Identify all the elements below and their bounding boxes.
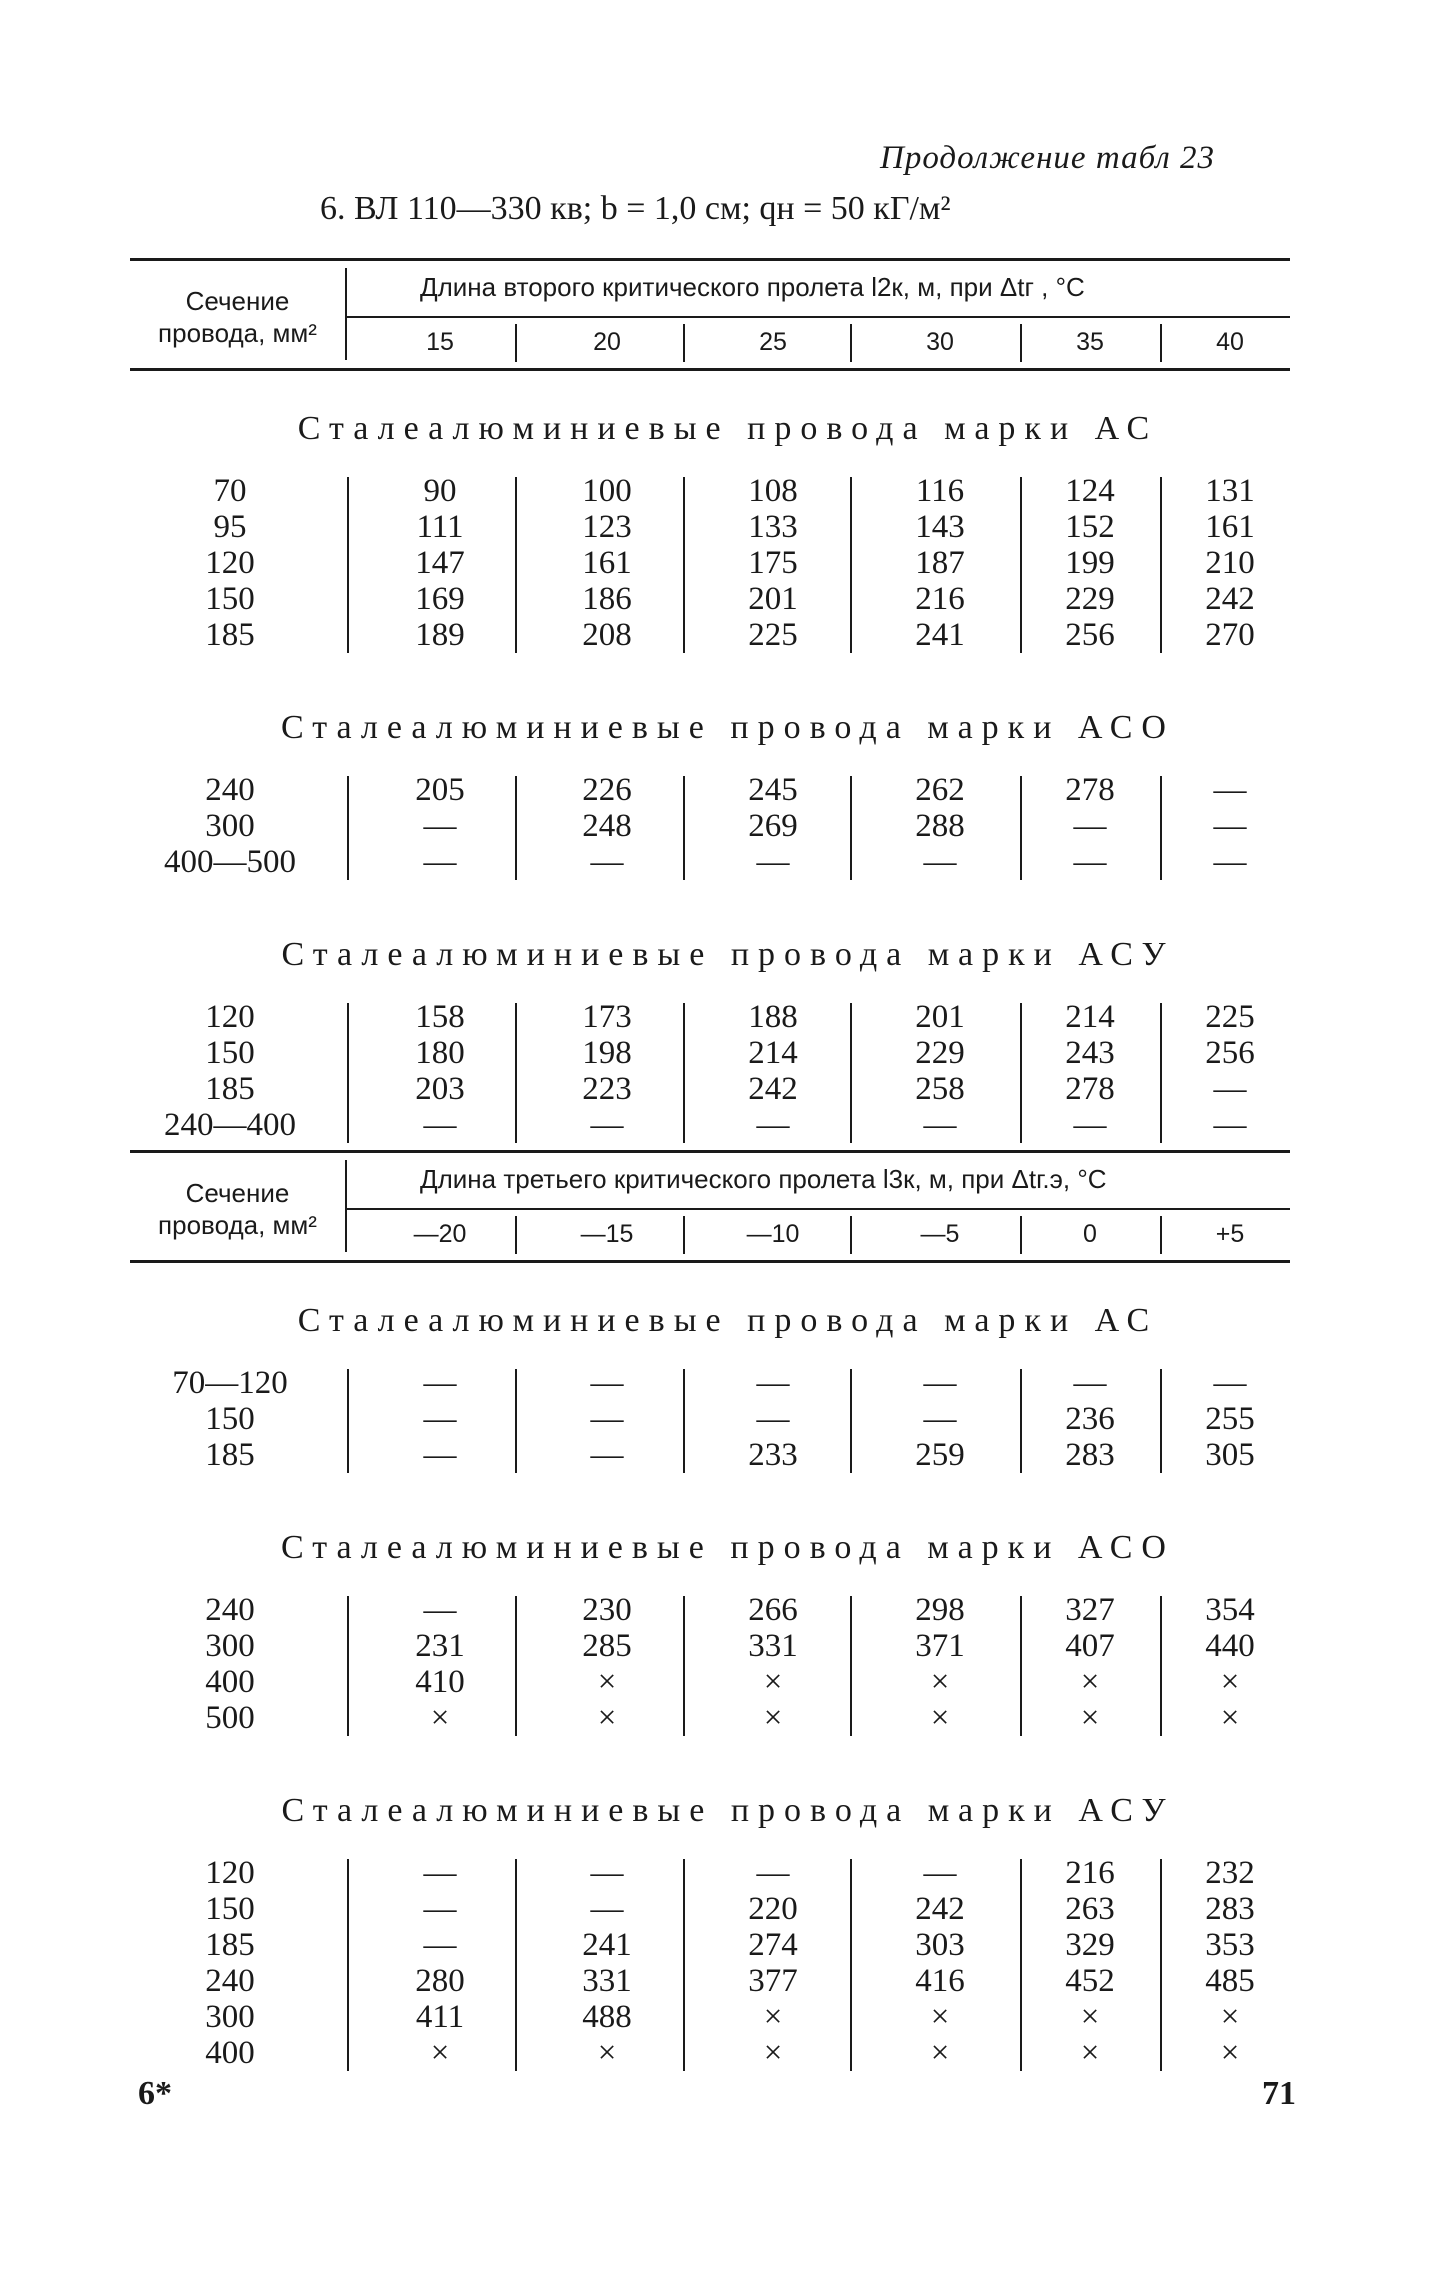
row-value: — [423,1365,457,1401]
row-section: 95 [213,509,247,545]
row-value: 269 [748,808,798,844]
column-divider [850,1369,852,1473]
column-header-divider [1020,1216,1022,1254]
row-value: 180 [415,1035,465,1071]
column-divider [683,1369,685,1473]
row-value: 108 [748,473,798,509]
row-value: × [1080,2035,1100,2071]
row-value: 303 [915,1927,965,1963]
row-value: — [423,1107,457,1143]
group-title: Сталеалюминиевые провода марки АСУ [281,1792,1175,1829]
section-label-top: Сечение [185,1178,290,1208]
row-value: 245 [748,772,798,808]
row-value: 416 [915,1963,965,1999]
row-value: 152 [1065,509,1115,545]
row-value: 241 [582,1927,632,1963]
row-value: 248 [582,808,632,844]
column-divider [1020,1003,1022,1143]
column-header-divider [515,324,517,362]
header-top-rule [130,1150,1290,1153]
column-header: 35 [1076,328,1104,356]
row-value: 199 [1065,545,1115,581]
row-value: 270 [1205,617,1255,653]
column-divider [1020,1859,1022,2071]
row-value: 203 [415,1071,465,1107]
row-value: × [1080,1999,1100,2035]
row-value: 90 [423,473,457,509]
row-section: 400 [205,1664,255,1700]
column-header: 30 [926,328,954,356]
row-value: 188 [748,999,798,1035]
column-divider [347,1003,349,1143]
column-header: 40 [1216,328,1244,356]
row-value: 229 [915,1035,965,1071]
header-divider [345,1160,347,1252]
row-value: 298 [915,1592,965,1628]
column-header-divider [1160,324,1162,362]
column-header: —20 [413,1220,467,1248]
group-title: Сталеалюминиевые провода марки АСО [281,709,1175,746]
row-value: — [423,844,457,880]
column-divider [347,1596,349,1736]
column-divider [1160,1369,1162,1473]
header-bottom-rule [130,368,1290,371]
row-value: × [430,2035,450,2071]
row-value: × [430,1700,450,1736]
row-value: 187 [915,545,965,581]
row-value: — [423,1401,457,1437]
row-value: 485 [1205,1963,1255,1999]
column-divider [850,1859,852,2071]
row-value: 243 [1065,1035,1115,1071]
column-divider [347,477,349,653]
row-value: 285 [582,1628,632,1664]
row-value: × [763,1700,783,1736]
column-divider [850,1003,852,1143]
row-value: 305 [1205,1437,1255,1473]
column-divider [683,477,685,653]
row-value: 210 [1205,545,1255,581]
row-value: 147 [415,545,465,581]
row-value: 220 [748,1891,798,1927]
header-top-rule [130,258,1290,261]
column-header-divider [683,1216,685,1254]
row-value: — [923,1365,957,1401]
row-section: 240 [205,772,255,808]
row-value: 278 [1065,772,1115,808]
signature-mark: 6* [138,2075,172,2112]
row-value: 124 [1065,473,1115,509]
row-value: — [423,1891,457,1927]
row-value: 161 [1205,509,1255,545]
row-value: 236 [1065,1401,1115,1437]
row-value: — [923,844,957,880]
group-title: Сталеалюминиевые провода марки АСУ [281,936,1175,973]
row-value: 440 [1205,1628,1255,1664]
column-header: —10 [746,1220,800,1248]
column-header: —5 [920,1220,960,1248]
row-value: 229 [1065,581,1115,617]
column-divider [515,477,517,653]
row-value: 241 [915,617,965,653]
row-value: — [1213,1107,1247,1143]
column-divider [515,1003,517,1143]
row-value: 452 [1065,1963,1115,1999]
row-value: — [1213,1071,1247,1107]
row-value: 258 [915,1071,965,1107]
row-section: 240 [205,1592,255,1628]
row-value: 488 [582,1999,632,2035]
column-divider [683,1003,685,1143]
row-value: 216 [915,581,965,617]
row-value: 173 [582,999,632,1035]
row-value: 223 [582,1071,632,1107]
row-value: — [590,1891,624,1927]
header-mid-rule [347,1208,1290,1210]
row-value: × [597,1700,617,1736]
row-value: — [923,1107,957,1143]
row-value: — [1213,808,1247,844]
column-divider [515,1369,517,1473]
row-value: 266 [748,1592,798,1628]
row-section: 300 [205,808,255,844]
row-value: 189 [415,617,465,653]
row-value: — [423,1437,457,1473]
column-divider [1020,1596,1022,1736]
page-number: 71 [1262,2075,1296,2112]
row-value: 198 [582,1035,632,1071]
column-divider [1020,776,1022,880]
section-label-bottom: провода, мм² [158,318,317,348]
row-value: × [1220,1664,1240,1700]
row-value: 377 [748,1963,798,1999]
row-value: 175 [748,545,798,581]
row-value: 161 [582,545,632,581]
row-value: — [756,844,790,880]
row-value: 280 [415,1963,465,1999]
row-value: 327 [1065,1592,1115,1628]
row-section: 500 [205,1700,255,1736]
row-value: 259 [915,1437,965,1473]
column-header-divider [850,324,852,362]
row-value: — [756,1401,790,1437]
group-title: Сталеалюминиевые провода марки АС [297,410,1159,447]
row-section: 150 [205,1035,255,1071]
row-value: 143 [915,509,965,545]
column-divider [515,1596,517,1736]
row-value: × [930,1999,950,2035]
column-header: 20 [593,328,621,356]
row-section: 120 [205,545,255,581]
row-value: 410 [415,1664,465,1700]
row-section: 120 [205,999,255,1035]
row-section: 400 [205,2035,255,2071]
row-value: 116 [915,473,965,509]
row-value: — [1213,1365,1247,1401]
row-value: 407 [1065,1628,1115,1664]
row-section: 185 [205,1927,255,1963]
row-value: 329 [1065,1927,1115,1963]
row-value: 111 [416,509,464,545]
column-divider [683,1596,685,1736]
row-value: × [1220,1999,1240,2035]
row-value: 158 [415,999,465,1035]
row-value: × [763,2035,783,2071]
row-value: 256 [1205,1035,1255,1071]
row-value: 242 [748,1071,798,1107]
row-value: 201 [748,581,798,617]
row-value: — [590,844,624,880]
row-value: × [1220,1700,1240,1736]
header-title: Длина третьего критического пролета l3к, м, при Δtг.э, °С [420,1164,1107,1194]
row-value: 201 [915,999,965,1035]
section-label-top: Сечение [185,286,290,316]
row-value: 331 [582,1963,632,1999]
row-section: 400—500 [164,844,296,880]
column-divider [850,1596,852,1736]
row-value: 242 [915,1891,965,1927]
header-bottom-rule [130,1260,1290,1263]
column-divider [515,1859,517,2071]
row-value: 256 [1065,617,1115,653]
row-value: — [423,808,457,844]
header-divider [345,268,347,360]
row-value: × [930,1664,950,1700]
row-value: — [756,1365,790,1401]
row-value: — [423,1592,457,1628]
row-value: — [1073,1107,1107,1143]
row-section: 185 [205,1071,255,1107]
column-header-divider [1020,324,1022,362]
continuation-label: Продолжение табл 23 [880,140,1215,176]
row-value: — [590,1855,624,1891]
row-value: 226 [582,772,632,808]
column-divider [347,776,349,880]
row-value: × [763,1664,783,1700]
row-section: 240 [205,1963,255,1999]
row-section: 150 [205,1891,255,1927]
group-title: Сталеалюминиевые провода марки АСО [281,1529,1175,1566]
row-value: — [590,1365,624,1401]
row-value: 100 [582,473,632,509]
row-section: 300 [205,1999,255,2035]
column-header-divider [850,1216,852,1254]
row-value: — [756,1107,790,1143]
column-divider [1160,776,1162,880]
column-header: —15 [580,1220,634,1248]
row-value: — [590,1401,624,1437]
row-value: × [930,1700,950,1736]
row-value: — [1213,772,1247,808]
group-title: Сталеалюминиевые провода марки АС [297,1302,1159,1339]
column-divider [1160,1859,1162,2071]
row-value: × [1080,1664,1100,1700]
row-value: 123 [582,509,632,545]
row-value: — [1073,1365,1107,1401]
row-section: 300 [205,1628,255,1664]
column-header-divider [515,1216,517,1254]
column-divider [347,1859,349,2071]
row-section: 240—400 [164,1107,296,1143]
row-value: 354 [1205,1592,1255,1628]
row-section: 185 [205,1437,255,1473]
row-section: 185 [205,617,255,653]
row-value: 331 [748,1628,798,1664]
row-value: × [597,1664,617,1700]
column-divider [1020,1369,1022,1473]
row-value: — [923,1401,957,1437]
row-section: 150 [205,1401,255,1437]
row-value: 230 [582,1592,632,1628]
row-value: 242 [1205,581,1255,617]
row-value: 278 [1065,1071,1115,1107]
row-value: 283 [1205,1891,1255,1927]
column-divider [347,1369,349,1473]
column-divider [1160,477,1162,653]
row-value: 214 [1065,999,1115,1035]
row-value: — [590,1437,624,1473]
row-value: — [1073,808,1107,844]
row-value: 288 [915,808,965,844]
column-header: +5 [1215,1220,1245,1248]
header-title: Длина второго критического пролета l2к, м, при Δtг , °С [420,272,1085,302]
row-value: 225 [1205,999,1255,1035]
section-label-bottom: провода, мм² [158,1210,317,1240]
row-section: 70—120 [172,1365,288,1401]
column-header: 0 [1083,1220,1097,1248]
row-value: 411 [415,1999,465,2035]
row-value: 225 [748,617,798,653]
row-value: 255 [1205,1401,1255,1437]
column-header: 25 [759,328,787,356]
row-value: 371 [915,1628,965,1664]
row-value: 231 [415,1628,465,1664]
row-value: 169 [415,581,465,617]
column-divider [1160,1003,1162,1143]
row-value: — [923,1855,957,1891]
row-value: — [756,1855,790,1891]
row-value: × [763,1999,783,2035]
column-divider [1020,477,1022,653]
row-value: — [1073,844,1107,880]
row-value: 208 [582,617,632,653]
column-divider [1160,1596,1162,1736]
row-value: × [1220,2035,1240,2071]
row-value: 233 [748,1437,798,1473]
row-value: 263 [1065,1891,1115,1927]
row-value: 133 [748,509,798,545]
row-value: 283 [1065,1437,1115,1473]
row-section: 150 [205,581,255,617]
row-value: 214 [748,1035,798,1071]
column-divider [515,776,517,880]
row-value: × [1080,1700,1100,1736]
row-value: × [597,2035,617,2071]
row-value: 353 [1205,1927,1255,1963]
row-section: 70 [213,473,247,509]
column-divider [850,477,852,653]
column-divider [683,776,685,880]
row-value: × [930,2035,950,2071]
row-value: 186 [582,581,632,617]
row-value: 131 [1205,473,1255,509]
row-value: — [423,1927,457,1963]
row-value: — [423,1855,457,1891]
column-divider [850,776,852,880]
row-value: 262 [915,772,965,808]
row-value: 232 [1205,1855,1255,1891]
header-mid-rule [347,316,1290,318]
column-header-divider [1160,1216,1162,1254]
column-header-divider [683,324,685,362]
table-heading: 6. ВЛ 110—330 кв; b = 1,0 см; qн = 50 кГ/м² [320,190,951,227]
row-value: 216 [1065,1855,1115,1891]
column-header: 15 [426,328,454,356]
row-section: 120 [205,1855,255,1891]
row-value: 274 [748,1927,798,1963]
column-divider [683,1859,685,2071]
row-value: 205 [415,772,465,808]
row-value: — [590,1107,624,1143]
row-value: — [1213,844,1247,880]
